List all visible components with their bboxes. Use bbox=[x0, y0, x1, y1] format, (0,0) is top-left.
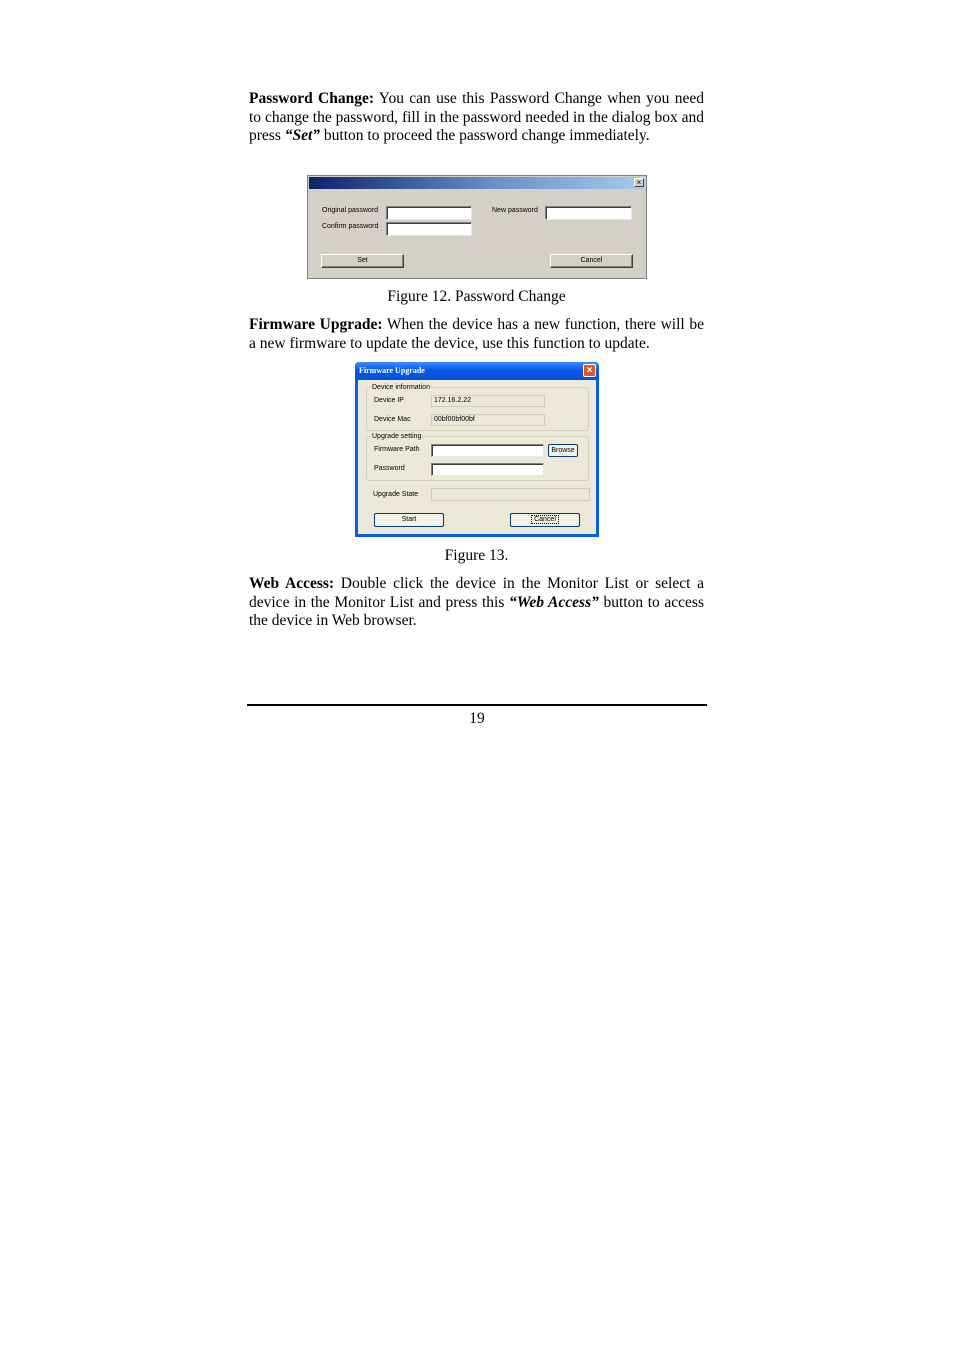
dialog-title-bar bbox=[355, 362, 599, 380]
confirm-password-input[interactable] bbox=[386, 222, 472, 236]
device-ip-label: Device IP bbox=[374, 397, 404, 404]
device-ip-value: 172.16.2.22 bbox=[431, 395, 545, 407]
web-access-section bbox=[249, 575, 704, 631]
dialog-title-bar bbox=[309, 177, 645, 189]
confirm-password-label: Confirm password bbox=[322, 223, 379, 230]
cancel-button[interactable]: Cancel bbox=[510, 513, 580, 527]
upgrade-setting-group bbox=[366, 433, 589, 481]
device-information-group bbox=[366, 384, 589, 431]
password-change-heading: Password Change: bbox=[249, 90, 375, 107]
device-mac-label: Device Mac bbox=[374, 416, 411, 423]
close-icon[interactable]: × bbox=[583, 364, 596, 377]
browse-button[interactable]: Browse bbox=[548, 444, 578, 457]
firmware-path-input[interactable] bbox=[431, 444, 544, 457]
cancel-button[interactable]: Cancel bbox=[550, 254, 633, 268]
original-password-input[interactable] bbox=[386, 206, 472, 220]
group-label: Upgrade setting bbox=[372, 433, 422, 440]
device-mac-value: 00bf00bf00bf bbox=[431, 414, 545, 426]
set-emphasis: “Set” bbox=[284, 127, 321, 144]
page-number: 19 bbox=[469, 710, 485, 727]
firmware-upgrade-paragraph: Firmware Upgrade: When the device has a new function, there will be a new firmware to update the device, use this function to update. bbox=[249, 316, 705, 352]
password-label: Password bbox=[374, 465, 405, 472]
set-button[interactable]: Set bbox=[321, 254, 404, 268]
close-icon[interactable]: × bbox=[634, 178, 644, 187]
web-access-emphasis: “Web Access” bbox=[509, 593, 599, 611]
web-access-heading: Web Access: bbox=[249, 575, 335, 592]
start-button[interactable]: Start bbox=[374, 513, 444, 527]
firmware-password-input[interactable] bbox=[431, 463, 544, 476]
new-password-input[interactable] bbox=[545, 206, 632, 220]
new-password-label: New password bbox=[492, 207, 538, 214]
figure-13-caption: Figure 13. bbox=[444, 547, 509, 564]
firmware-upgrade-heading: Firmware Upgrade: bbox=[249, 316, 383, 333]
figure-12-caption: Figure 12. Password Change bbox=[387, 288, 566, 305]
footer-rule bbox=[247, 704, 707, 706]
dialog-title: Firmware Upgrade bbox=[359, 366, 425, 375]
firmware-section bbox=[249, 316, 704, 353]
password-change-paragraph: Password Change: You can use this Password Change when you need to change the password, fill in the password needed in the dialog box and press “Set” button to proceed the password change immediately. bbox=[249, 90, 705, 144]
firmware-upgrade-dialog bbox=[355, 362, 599, 537]
dialog-body bbox=[358, 380, 596, 534]
firmware-path-label: Firmware Path bbox=[374, 446, 420, 453]
group-label: Device information bbox=[372, 384, 430, 391]
upgrade-state-label: Upgrade State bbox=[373, 491, 419, 498]
web-access-paragraph: Web Access: Double click the device in the Monitor List or select a device in the Monitor List and press this “Web Access” button to access the device in Web browser. bbox=[249, 575, 704, 629]
page-content bbox=[249, 90, 704, 146]
upgrade-state-field bbox=[431, 488, 590, 501]
password-change-dialog bbox=[307, 175, 647, 279]
original-password-label: Original password bbox=[322, 207, 379, 214]
